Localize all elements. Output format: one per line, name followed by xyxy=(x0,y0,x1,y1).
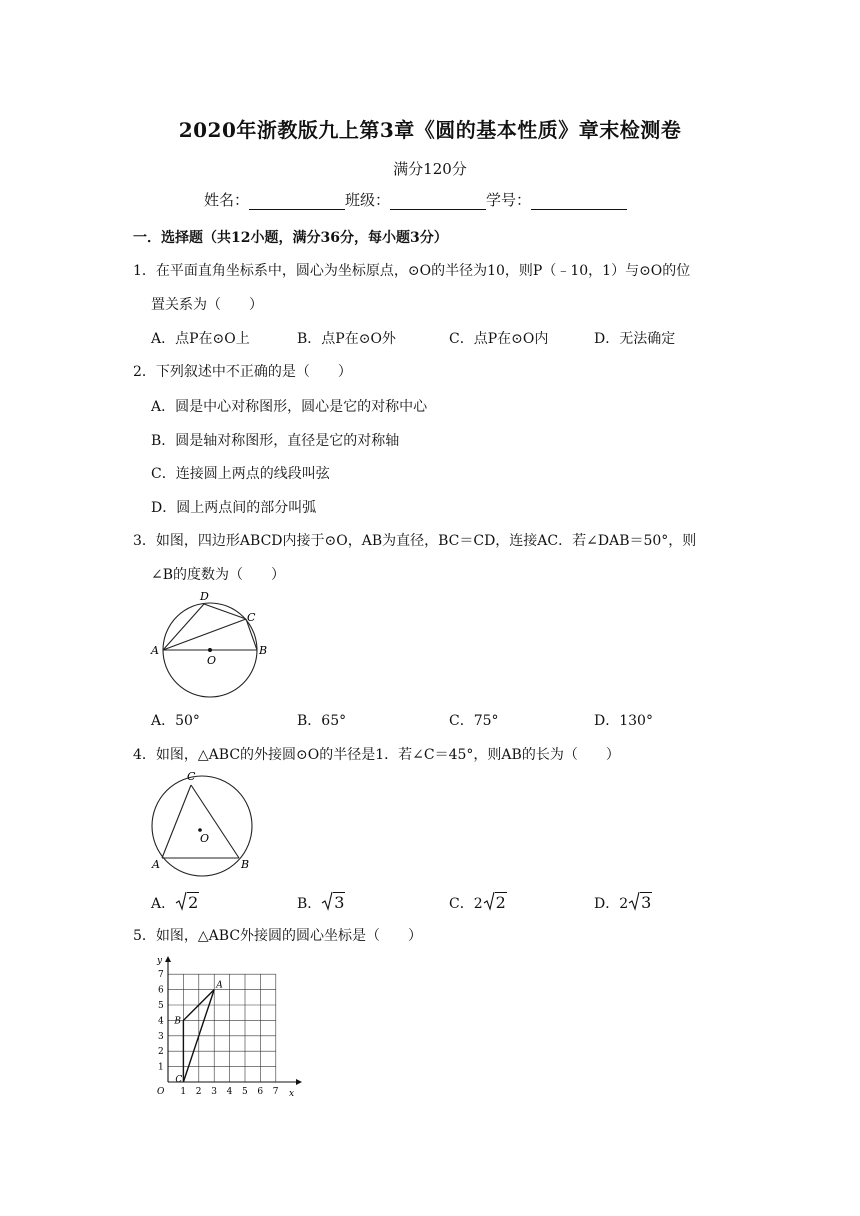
section-heading: 一．选择题（共12小题，满分36分，每小题3分） xyxy=(133,230,448,246)
y-axis-label: y xyxy=(157,956,163,966)
radical-sign-icon xyxy=(321,891,333,911)
label-c: C xyxy=(187,770,196,783)
name-field[interactable] xyxy=(249,193,345,210)
radical-sign-icon xyxy=(175,891,187,911)
y-tick-label: 1 xyxy=(158,1062,164,1073)
question-5-coordinate-figure xyxy=(146,950,306,1100)
question-4-figure xyxy=(146,768,266,878)
y-tick-label: 7 xyxy=(158,970,164,981)
radicand: 3 xyxy=(334,893,345,912)
question-4-option-b[interactable] xyxy=(297,891,345,913)
id-label: 学号： xyxy=(486,191,532,209)
label-c: C xyxy=(247,611,256,624)
question-4-stem: 4．如图，△ABC的外接圆⊙O的半径是1．若∠C＝45°，则AB的长为（ ） xyxy=(133,747,620,763)
radical-sign-icon xyxy=(628,891,640,911)
question-4-option-a[interactable] xyxy=(151,891,199,913)
label-o: O xyxy=(200,832,210,845)
x-tick-label: 2 xyxy=(195,1087,202,1097)
question-2-option-c[interactable]: C．连接圆上两点的线段叫弦 xyxy=(151,466,330,482)
x-tick-label: 6 xyxy=(257,1087,264,1097)
option-coefficient: 2 xyxy=(619,896,629,912)
question-3-figure xyxy=(146,588,276,700)
option-prefix: B． xyxy=(297,896,322,912)
chord-ac xyxy=(163,619,246,650)
y-tick-label: 4 xyxy=(158,1016,164,1027)
question-4-option-d[interactable] xyxy=(594,891,652,913)
student-info-row xyxy=(204,189,627,210)
x-tick-label: 4 xyxy=(226,1087,233,1097)
question-3-option-c[interactable]: C．75° xyxy=(449,713,499,729)
point-label-c: C xyxy=(175,1075,183,1085)
label-b: B xyxy=(259,644,268,657)
question-3-option-b[interactable]: B．65° xyxy=(297,713,347,729)
question-1-option-b[interactable]: B．点P在⊙O外 xyxy=(297,331,396,347)
question-1-line-2: 置关系为（ ） xyxy=(151,297,263,313)
question-3-line-1: 3．如图，四边形ABCD内接于⊙O，AB为直径，BC＝CD，连接AC．若∠DAB＝50°，则 xyxy=(133,533,697,549)
side-ac xyxy=(162,785,191,858)
full-score: 满分120分 xyxy=(393,160,467,178)
x-tick-label: 5 xyxy=(242,1087,248,1097)
option-prefix: D． xyxy=(594,896,620,912)
question-2-option-a[interactable]: A．圆是中心对称图形，圆心是它的对称中心 xyxy=(151,399,428,415)
side-bc xyxy=(191,785,239,858)
square-root xyxy=(483,891,507,912)
label-a: A xyxy=(151,644,159,657)
y-tick-label: 3 xyxy=(158,1031,164,1042)
student-id-field[interactable] xyxy=(531,193,627,210)
circumcircle xyxy=(152,776,252,876)
point-label-b: B xyxy=(174,1016,182,1027)
question-4-option-c[interactable] xyxy=(449,891,507,913)
center-point xyxy=(208,648,212,652)
y-tick-label: 5 xyxy=(158,1001,164,1011)
point-labels xyxy=(173,981,223,1085)
x-axis-label: x xyxy=(289,1089,295,1099)
radical-sign-icon xyxy=(483,891,495,911)
origin-label: O xyxy=(157,1087,165,1097)
y-axis-arrow-icon xyxy=(165,956,171,962)
x-tick-label: 1 xyxy=(180,1087,187,1097)
page-title: 2020年浙教版九上第3章《圆的基本性质》章末检测卷 xyxy=(178,118,682,142)
y-tick-label: 6 xyxy=(158,985,164,996)
question-5-stem: 5．如图，△ABC外接圆的圆心坐标是（ ） xyxy=(133,928,423,944)
square-root xyxy=(628,891,652,912)
radicand: 3 xyxy=(641,893,652,912)
radicand: 2 xyxy=(188,893,199,912)
question-1-option-c[interactable]: C．点P在⊙O内 xyxy=(449,331,549,347)
x-tick-label: 7 xyxy=(272,1087,279,1097)
label-a: A xyxy=(152,858,160,871)
question-1-option-d[interactable]: D．无法确定 xyxy=(594,331,676,347)
option-coefficient: 2 xyxy=(473,896,483,912)
question-2-option-d[interactable]: D．圆上两点间的部分叫弧 xyxy=(151,500,317,516)
chord-dc xyxy=(204,604,246,619)
x-tick-label: 3 xyxy=(211,1087,217,1097)
question-1-line-1: 1．在平面直角坐标系中，圆心为坐标原点，⊙O的半径为10，则P（﹣10，1）与⊙O的位 xyxy=(133,263,691,279)
label-d: D xyxy=(200,590,209,603)
square-root xyxy=(175,891,199,912)
name-label: 姓名： xyxy=(204,191,250,209)
label-o: O xyxy=(207,654,217,667)
question-2-option-b[interactable]: B．圆是轴对称图形，直径是它的对称轴 xyxy=(151,433,400,449)
question-3-option-a[interactable]: A．50° xyxy=(151,713,200,729)
point-label-a: A xyxy=(216,980,223,991)
square-root xyxy=(321,891,345,912)
class-field[interactable] xyxy=(390,193,486,210)
question-3-line-2: ∠B的度数为（ ） xyxy=(151,567,286,583)
question-2-stem: 2．下列叙述中不正确的是（ ） xyxy=(133,364,352,380)
x-axis-arrow-icon xyxy=(296,1079,302,1085)
question-1-option-a[interactable]: A．点P在⊙O上 xyxy=(151,331,250,347)
question-3-option-d[interactable]: D．130° xyxy=(594,713,653,729)
class-label: 班级： xyxy=(345,191,391,209)
y-tick-label: 2 xyxy=(158,1047,164,1058)
radicand: 2 xyxy=(495,893,506,912)
option-prefix: A． xyxy=(151,896,176,912)
label-b: B xyxy=(241,858,250,871)
option-prefix: C． xyxy=(449,896,474,912)
